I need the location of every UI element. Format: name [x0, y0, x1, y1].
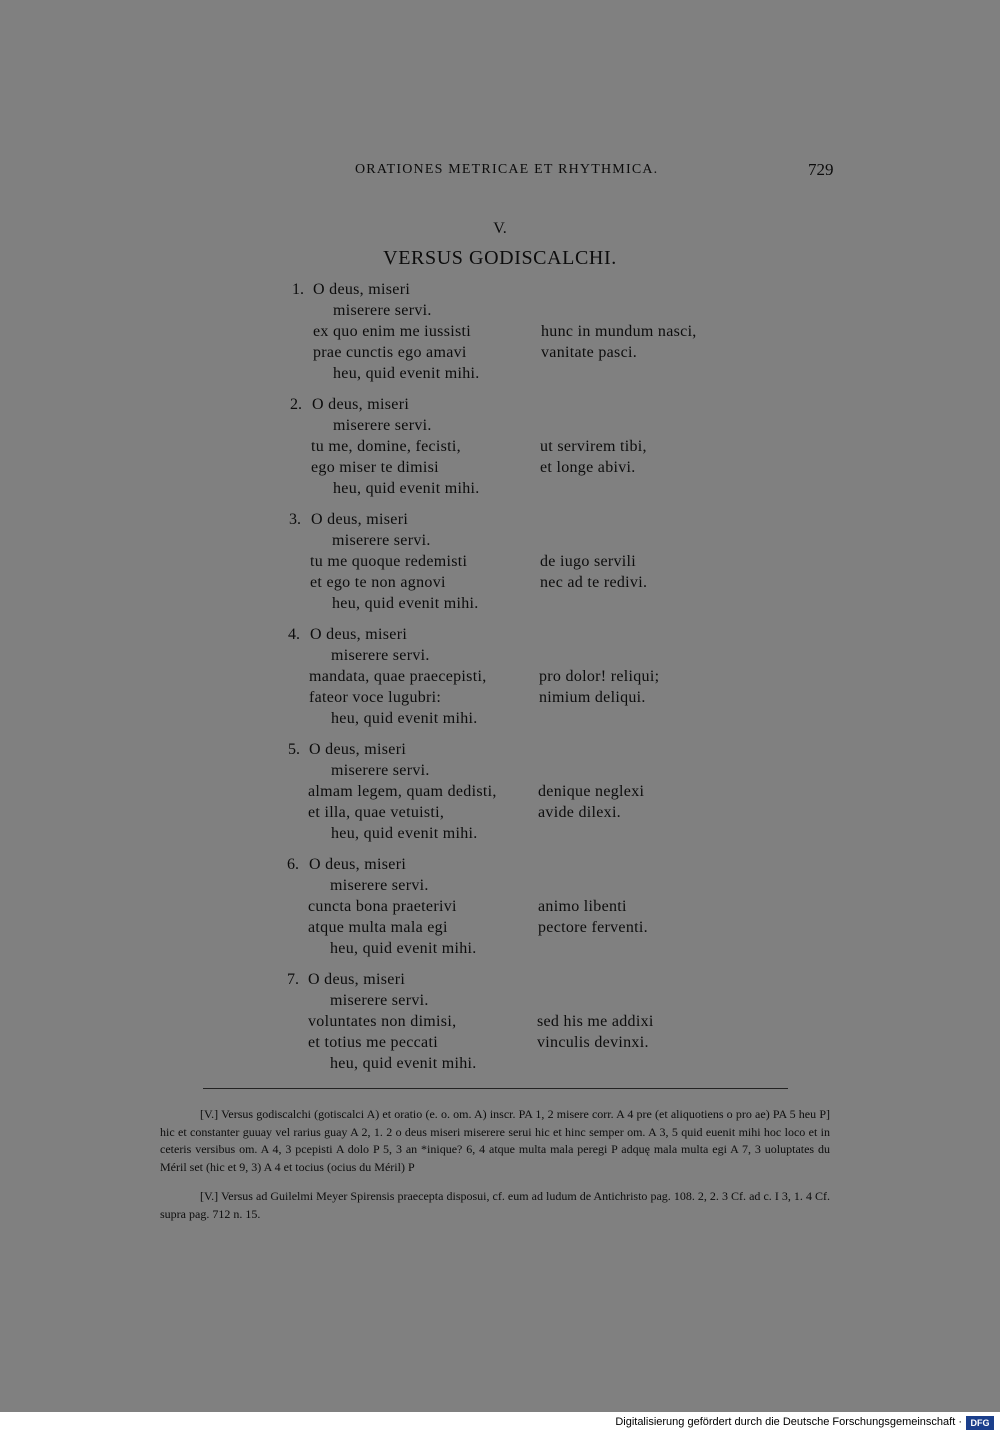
stanza-line: cuncta bona praeterivi [308, 898, 457, 915]
stanza-refrain: heu, quid evenit mihi. [330, 1055, 477, 1072]
running-title: ORATIONES METRICAE ET RHYTHMICA. [355, 162, 659, 177]
stanza-line: miserere servi. [331, 647, 430, 664]
footnote-rule [203, 1088, 788, 1089]
stanza-number: 6. [287, 856, 299, 873]
stanza-line: O deus, miseri [312, 396, 410, 413]
stanza-line: almam legem, quam dedisti, [308, 783, 497, 800]
stanza-1 [0, 279, 1000, 394]
stanza-line: tu me quoque redemisti [310, 553, 468, 570]
stanza-refrain: heu, quid evenit mihi. [333, 365, 480, 382]
stanza-number: 2. [290, 396, 302, 413]
stanza-line: voluntates non dimisi, [308, 1013, 457, 1030]
poem-body [0, 279, 1000, 1084]
stanza-5 [0, 739, 1000, 854]
stanza-number: 7. [287, 971, 299, 988]
stanza-line: O deus, miseri [309, 741, 407, 758]
stanza-3 [0, 509, 1000, 624]
stanza-line: de iugo servili [540, 553, 637, 570]
stanza-line: miserere servi. [332, 532, 431, 549]
stanza-line: O deus, miseri [309, 856, 407, 873]
poem-title: VERSUS GODISCALCHI. [383, 247, 617, 269]
stanza-line: O deus, miseri [313, 281, 411, 298]
stanza-line: ex quo enim me iussisti [313, 323, 472, 340]
stanza-line: nimium deliqui. [539, 689, 646, 706]
stanza-line: tu me, domine, fecisti, [311, 438, 461, 455]
stanza-line: animo libenti [538, 898, 627, 915]
stanza-line: fateor voce lugubri: [309, 689, 442, 706]
footer-credit: Digitalisierung gefördert durch die Deutsche Forschungsgemeinschaft · [615, 1416, 962, 1428]
stanza-2 [0, 394, 1000, 509]
page-number: 729 [808, 160, 834, 179]
critical-note: [V.] Versus godiscalchi (gotiscalci A) et oratio (e. o. om. A) inscr. PA 1, 2 misere corr. A 4 pre (et aliquotiens o pro ae) PA 5 heu P] hic et constanter guuay vel rarius guay A 2, 1. 2 o deus miseri miserere serui hic et hinc semper om. A 3, 5 quid euenit mihi hoc loco et in ceteris versibus om. A 4, 3 pcepisti A dolo P 5, 3 an *inique? 6, 4 atque multa mala peregi P adquę mala multa egi A 7, 3 uoluptates du Méril set (hic et 9, 3) A 4 et tocius (ocius du Méril) P [160, 1107, 830, 1174]
stanza-line: miserere servi. [331, 762, 430, 779]
stanza-4 [0, 624, 1000, 739]
stanza-line: O deus, miseri [311, 511, 409, 528]
stanza-number: 1. [292, 281, 304, 298]
stanza-line: vanitate pasci. [541, 344, 638, 361]
stanza-line: mandata, quae praecepisti, [309, 668, 487, 685]
stanza-number: 5. [288, 741, 300, 758]
stanza-line: miserere servi. [333, 302, 432, 319]
dfg-logo-icon: DFG [966, 1416, 994, 1430]
stanza-line: vinculis devinxi. [537, 1034, 649, 1051]
stanza-line: miserere servi. [333, 417, 432, 434]
apparatus-notes [160, 1106, 830, 1235]
stanza-7 [0, 969, 1000, 1084]
stanza-line: miserere servi. [330, 992, 429, 1009]
section-numeral: V. [493, 220, 507, 237]
stanza-number: 4. [288, 626, 300, 643]
stanza-line: denique neglexi [538, 783, 645, 800]
stanza-line: atque multa mala egi [308, 919, 448, 936]
stanza-line: avide dilexi. [538, 804, 621, 821]
stanza-line: et totius me peccati [308, 1034, 438, 1051]
stanza-number: 3. [289, 511, 301, 528]
stanza-line: O deus, miseri [310, 626, 408, 643]
editorial-note: [V.] Versus ad Guilelmi Meyer Spirensis praecepta disposui, cf. eum ad ludum de Antichristo pag. 108. 2, 2. 3 Cf. ad c. I 3, 1. 4 Cf. supra pag. 712 n. 15. [160, 1189, 830, 1221]
stanza-line: ut servirem tibi, [540, 438, 647, 455]
stanza-line: et longe abivi. [540, 459, 636, 476]
stanza-refrain: heu, quid evenit mihi. [333, 480, 480, 497]
stanza-line: sed his me addixi [537, 1013, 654, 1030]
stanza-line: et illa, quae vetuisti, [308, 804, 445, 821]
stanza-line: O deus, miseri [308, 971, 406, 988]
stanza-line: nec ad te redivi. [540, 574, 648, 591]
stanza-refrain: heu, quid evenit mihi. [331, 710, 478, 727]
stanza-6 [0, 854, 1000, 969]
stanza-line: pro dolor! reliqui; [539, 668, 660, 685]
digitization-footer [0, 1412, 1000, 1434]
stanza-line: prae cunctis ego amavi [313, 344, 467, 361]
stanza-line: miserere servi. [330, 877, 429, 894]
stanza-refrain: heu, quid evenit mihi. [331, 825, 478, 842]
stanza-line: ego miser te dimisi [311, 459, 439, 476]
stanza-refrain: heu, quid evenit mihi. [330, 940, 477, 957]
stanza-refrain: heu, quid evenit mihi. [332, 595, 479, 612]
stanza-line: hunc in mundum nasci, [541, 323, 697, 340]
stanza-line: et ego te non agnovi [310, 574, 446, 591]
stanza-line: pectore ferventi. [538, 919, 648, 936]
